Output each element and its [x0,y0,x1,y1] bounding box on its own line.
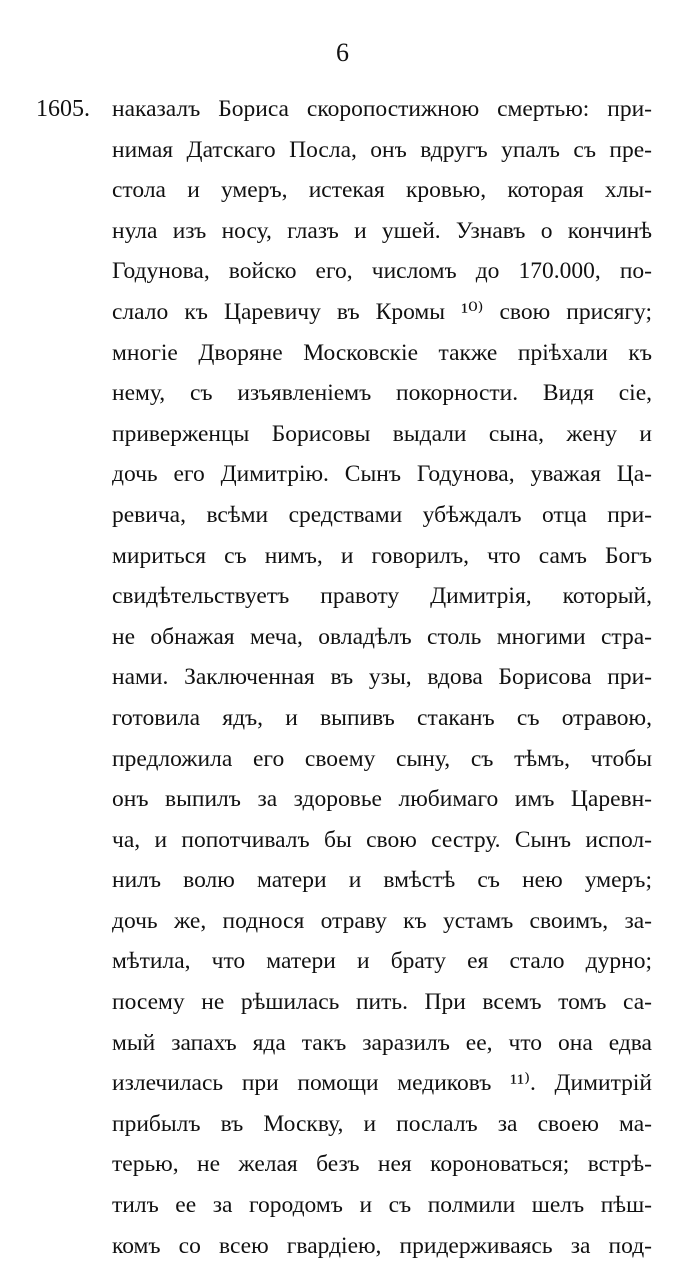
text-line: ча, и попотчивалъ бы свою сестру. Сынъ испол- [112,826,652,853]
text-line: готовила ядъ, и выпивъ стаканъ съ отравою, [112,704,652,731]
text-line: свидѣтельствуетъ правоту Димитрія, который, [112,583,652,610]
text-line: посему не рѣшилась пить. При всемъ томъ са- [112,989,652,1016]
text-line: нилъ волю матери и вмѣстѣ съ нею умеръ; [112,867,652,894]
body-text [112,94,652,1271]
text-line: нула изъ носу, глазъ и ушей. Узнавъ о кончинѣ [112,217,652,244]
text-line: мириться съ нимъ, и говорилъ, что самъ Богъ [112,542,652,569]
text-line: тилъ ее за городомъ и съ полмили шелъ пѣш- [112,1192,652,1219]
text-line: приверженцы Борисовы выдали сына, жену и [112,420,652,447]
text-line: комъ со всею гвардіею, придерживаясь за под- [112,1232,652,1259]
text-line: Годунова, войско его, числомъ до 170.000, по- [112,258,652,285]
text-line: прибылъ въ Москву, и послалъ за своею ма- [112,1110,652,1137]
text-line: онъ выпилъ за здоровье любимаго имъ Царевн- [112,786,652,813]
text-line: мѣтила, что матери и брату ея стало дурно; [112,948,652,975]
text-line: наказалъ Бориса скоропостижною смертью: при- [112,96,652,122]
text-line: стола и умеръ, истекая кровью, которая хлы- [112,177,652,204]
text-line: мый запахъ яда такъ заразилъ ее, что она едва [112,1029,652,1056]
text-line: слало къ Царевичу въ Кромы ¹⁰⁾ свою присягу; [112,298,652,325]
text-line: дочь его Димитрію. Сынъ Годунова, уважая Ца- [112,461,652,488]
text-line: многіе Дворяне Московскіе также пріѣхали къ [112,339,652,366]
text-line: нимая Датскаго Посла, онъ вдругъ упалъ съ пре- [112,136,652,163]
margin-year-note: 1605. [36,96,90,122]
text-line: не обнажая меча, овладѣлъ столь многими стра- [112,623,652,650]
text-line: нами. Заключенная въ узы, вдова Борисова при- [112,664,652,691]
text-line: нему, съ изъявленіемъ покорности. Видя сіе, [112,380,652,407]
text-line: излечилась при помощи медиковъ ¹¹⁾. Димитрій [112,1070,652,1097]
text-line: терью, не желая безъ нея короноваться; встрѣ- [112,1151,652,1178]
text-line: дочь же, поднося отраву къ устамъ своимъ, за- [112,907,652,934]
text-line: предложила его своему сыну, съ тѣмъ, чтобы [112,745,652,772]
page-number: 6 [336,38,349,67]
text-line: ревича, всѣми средствами убѣждалъ отца при- [112,501,652,528]
